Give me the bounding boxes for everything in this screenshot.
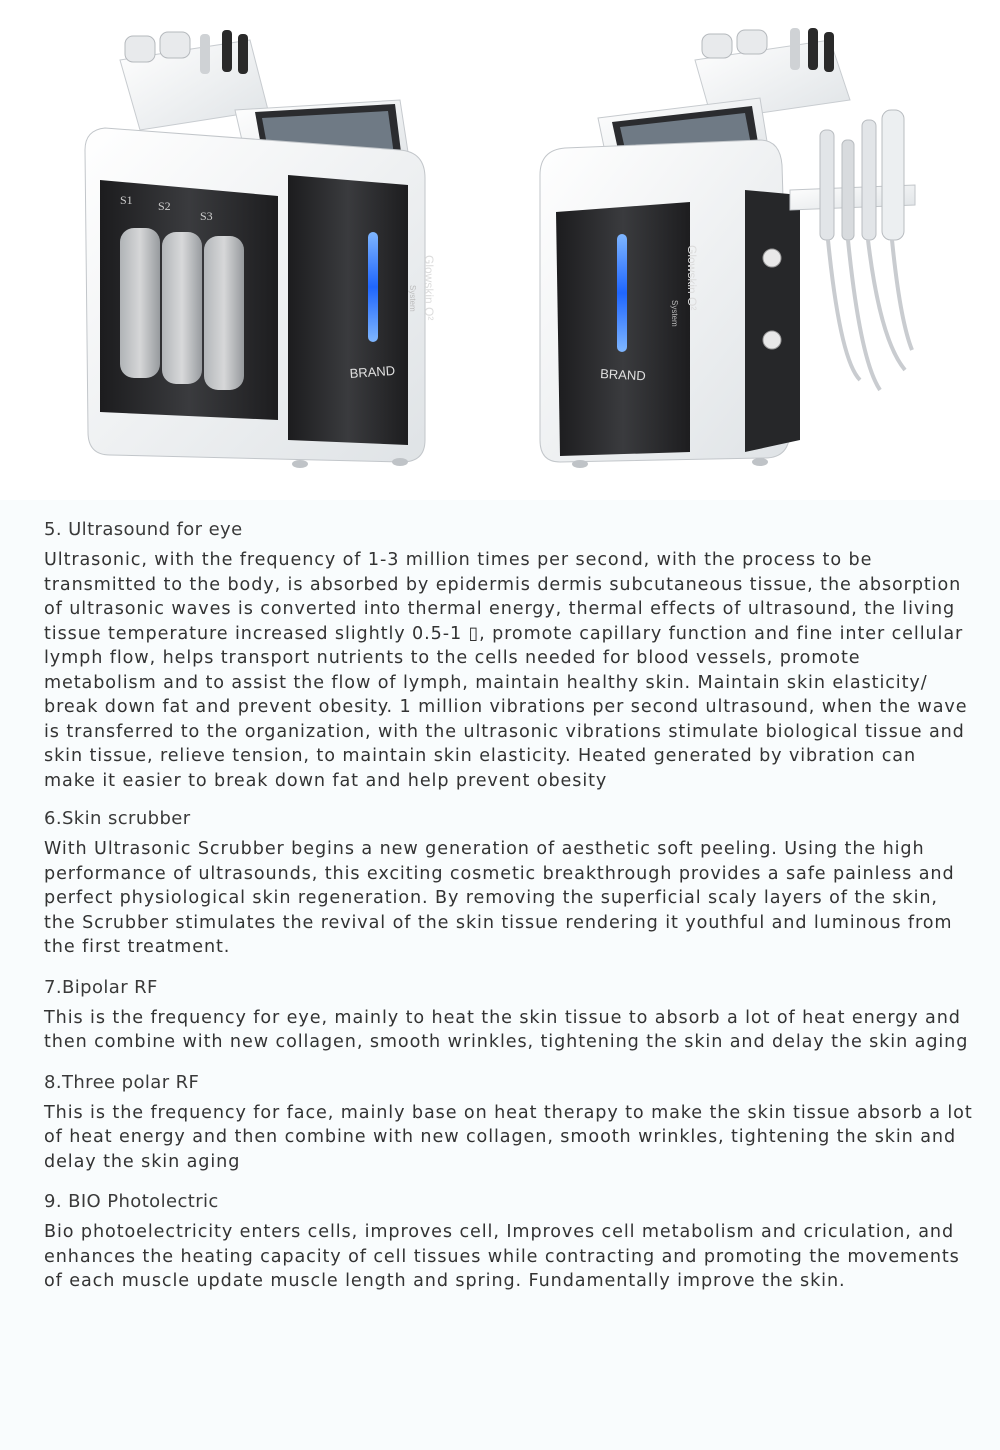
product-illustration (0, 0, 1000, 500)
model-text-right: Glowskin O² (685, 245, 699, 311)
section-title: 5. Ultrasound for eye (44, 519, 243, 540)
section-body: This is the frequency for face, mainly base on heat therapy to make the skin tissue absorb a lot of heat energy and then combine with new collagen, smooth wrinkles, tightening the skin and delay the skin aging (44, 1102, 973, 1172)
model-text-left: Glowskin O² (422, 255, 436, 321)
section-title: 9. BIO Photolectric (44, 1191, 219, 1212)
section-body: Ultrasonic, with the frequency of 1-3 million times per second, with the process to be transmitted to the body, is absorbed by epidermis dermis subcutaneous tissue, the absorption of ultrasonic waves is converted into thermal energy, thermal effects of ultrasound, the living tissue temperature increased slightly 0.5-1 ▯, promote capillary function and fine inter cellular lymph flow, helps transport nutrients to the cells needed for blood vessels, promote metabolism and to assist the flow of lymph, maintain healthy skin. Maintain skin elasticity/ break down fat and prevent obesity. 1 million vibrations per second ultrasound, when the wave is transferred to the organization, with the ultrasonic vibrations stimulate biological tissue and skin tissue, relieve tension, to maintain skin elasticity. Heated generated by vibration can make it easier to break down fat and help prevent obesity (44, 550, 968, 791)
bottle-label-s1: S1 (120, 193, 133, 207)
section-body: Bio photoelectricity enters cells, improves cell, Improves cell metabolism and criculation, and enhances the heating capacity of cell tissues while contracting and promoting the movements of each muscle update muscle length and spring. Fundamentally improve the skin. (44, 1222, 960, 1291)
section-title: 6.Skin scrubber (44, 808, 191, 829)
machine-left (85, 30, 436, 468)
model-sub-left: System (408, 285, 417, 312)
section-skin-scrubber (44, 807, 974, 960)
section-body: This is the frequency for eye, mainly to heat the skin tissue to absorb a lot of heat energy and then combine with new collagen, smooth wrinkles, tightening the skin and delay the skin aging (44, 1007, 969, 1052)
section-bipolar-rf (44, 976, 974, 1055)
bottle-label-s2: S2 (158, 199, 171, 213)
section-three-polar-rf (44, 1071, 974, 1175)
section-title: 8.Three polar RF (44, 1071, 200, 1093)
brand-text-right: BRAND (599, 366, 647, 384)
brand-text-left: BRAND (349, 362, 396, 381)
section-title: 7.Bipolar RF (44, 976, 158, 998)
model-sub-right: System (670, 300, 679, 327)
section-ultrasound-eye (44, 518, 974, 793)
bottle-label-s3: S3 (200, 209, 213, 223)
feature-descriptions (44, 518, 974, 1294)
section-bio-photoelectric (44, 1190, 974, 1294)
machine-right (540, 28, 915, 468)
section-body: With Ultrasonic Scrubber begins a new generation of aesthetic soft peeling. Using the high performance of ultrasounds, this exciting cosmetic breakthrough provides a safe painless and perfect physiological skin regeneration. By removing the superficial scaly layers of the skin, the Scrubber stimulates the revival of the skin tissue rendering it youthful and luminous from the first treatment. (44, 839, 955, 957)
product-image-area (0, 0, 1000, 500)
